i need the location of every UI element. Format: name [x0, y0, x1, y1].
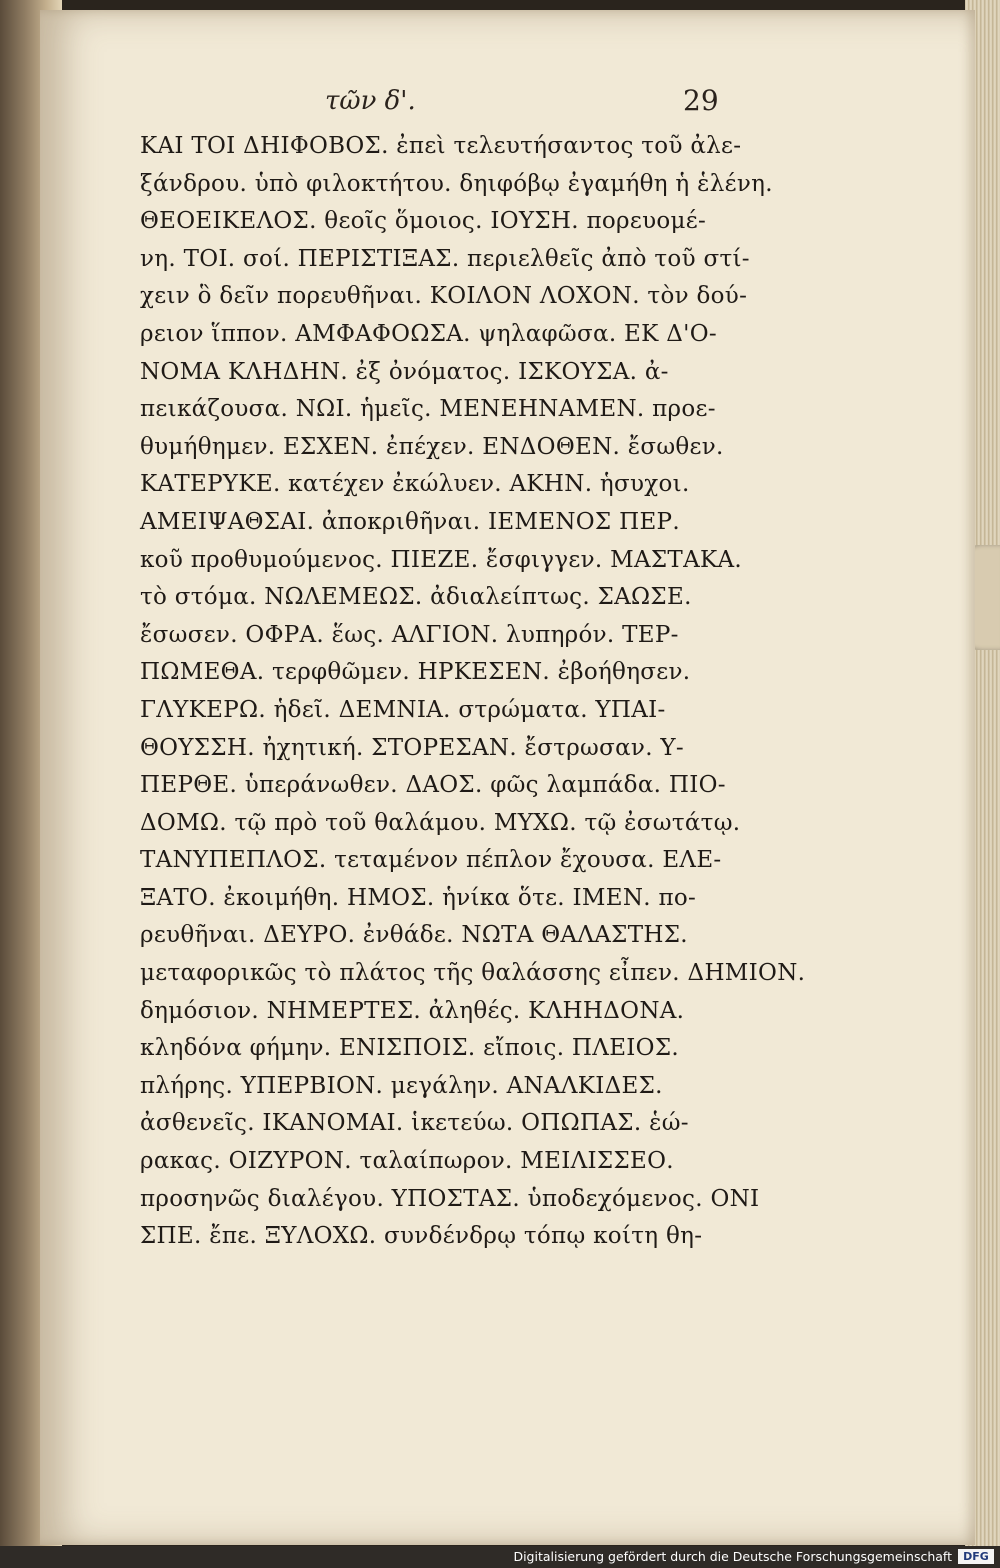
text-line: ΘΟΥΣΣΗ. ἠχητική. ΣΤΟΡΕΣΑΝ. ἔστρωσαν. Υ-: [140, 734, 684, 761]
text-line: νη. ΤΟΙ. σοί. ΠΕΡΙΣΤΙΞΑΣ. περιελθεῖς ἀπὸ τοῦ στί-: [140, 245, 750, 272]
text-line: δημόσιον. ΝΗΜΕΡΤΕΣ. ἀληθές. ΚΛΗΗΔΟΝΑ.: [140, 997, 685, 1024]
text-line: ΔΟΜΩ. τῷ πρὸ τοῦ θαλάμου. ΜΥΧΩ. τῷ ἐσωτάτῳ.: [140, 809, 741, 836]
text-line: κοῦ προθυμούμενος. ΠΙΕΖΕ. ἔσφιγγεν. ΜΑΣΤΑΚΑ.: [140, 546, 742, 573]
footer-bar: [0, 1546, 1000, 1568]
text-line: ΓΛΥΚΕΡΩ. ἡδεῖ. ΔΕΜΝΙΑ. στρώματα. ΥΠΑΙ-: [140, 696, 666, 723]
text-line: ρακας. ΟΙΖΥΡΟΝ. ταλαίπωρον. ΜΕΙΛΙΣΣΕΟ.: [140, 1148, 674, 1175]
text-line: ΝΟΜΑ ΚΛΗΔΗΝ. ἐξ ὀνόματος. ΙΣΚΟΥΣΑ. ἀ-: [140, 358, 669, 385]
text-line: πλήρης. ΥΠΕΡΒΙΟΝ. μεγάλην. ΑΝΑΛΚΙΔΕΣ.: [140, 1072, 663, 1099]
running-title: τῶν δ'.: [325, 86, 416, 116]
text-line: ΤΑΝΥΠΕΠΛΟΣ. τεταμένον πέπλον ἔχουσα. ΕΛΕ-: [140, 847, 722, 874]
book-page: [40, 10, 975, 1545]
text-line: ΘΕΟΕΙΚΕΛΟΣ. θεοῖς ὅμοιος. ΙΟΥΣΗ. πορευομέ-: [140, 208, 707, 235]
text-line: κληδόνα φήμην. ΕΝΙΣΠΟΙΣ. εἴποις. ΠΛΕΙΟΣ.: [140, 1035, 680, 1062]
footer-credit: Digitalisierung gefördert durch die Deutsche Forschungsgemeinschaft: [513, 1549, 952, 1564]
text-line: ΠΩΜΕΘΑ. τερφθῶμεν. ΗΡΚΕΣΕΝ. ἐβοήθησεν.: [140, 659, 691, 686]
text-line: μεταφορικῶς τὸ πλάτος τῆς θαλάσσης εἶπεν. ΔΗΜΙΟΝ.: [140, 960, 806, 987]
main-text: [140, 128, 806, 1256]
text-line: ΠΕΡΘΕ. ὑπεράνωθεν. ΔΑΟΣ. φῶς λαμπάδα. ΠΙΟ-: [140, 772, 726, 799]
text-line: ἀσθενεῖς. ΙΚΑΝΟΜΑΙ. ἱκετεύω. ΟΠΩΠΑΣ. ἑώ-: [140, 1110, 689, 1137]
text-line: ΚΑΙ ΤΟΙ ΔΗΙΦΟΒΟΣ. ἐπεὶ τελευτήσαντος τοῦ ἀλε-: [140, 133, 742, 159]
dfg-logo: DFG: [958, 1549, 994, 1564]
text-line: ΚΑΤΕΡΥΚΕ. κατέχεν ἐκώλυεν. ΑΚΗΝ. ἡσυχοι.: [140, 471, 690, 498]
text-line: θυμήθημεν. ΕΣΧΕΝ. ἐπέχεν. ΕΝΔΟΘΕΝ. ἔσωθεν.: [140, 433, 724, 460]
text-line: ΞΑΤΟ. ἐκοιμήθη. ΗΜΟΣ. ἡνίκα ὅτε. ΙΜΕΝ. πο-: [140, 884, 697, 911]
text-line: ξάνδρου. ὑπὸ φιλοκτήτου. δηιφόβῳ ἐγαμήθη ἡ ἑλένη.: [140, 170, 773, 197]
text-line: προσηνῶς διαλέγου. ΥΠΟΣΤΑΣ. ὑποδεχόμενος. ΟΝΙ: [140, 1185, 760, 1212]
page-number: 29: [683, 84, 719, 117]
text-line: πεικάζουσα. ΝΩΙ. ἡμεῖς. ΜΕΝΕΗΝΑΜΕΝ. προε-: [140, 396, 716, 423]
text-line: ρευθῆναι. ΔΕΥΡΟ. ἐνθάδε. ΝΩΤΑ ΘΑΛΑΣΤΗΣ.: [140, 922, 688, 949]
text-line: χειν ὃ δεῖν πορευθῆναι. ΚΟΙΛΟΝ ΛΟΧΟΝ. τὸν δού-: [140, 283, 748, 310]
text-line: ἔσωσεν. ΟΦΡΑ. ἕως. ΑΛΓΙΟΝ. λυπηρόν. ΤΕΡ-: [140, 621, 679, 648]
text-line: τὸ στόμα. ΝΩΛΕΜΕΩΣ. ἀδιαλείπτως. ΣΑΩΣΕ.: [140, 584, 692, 611]
text-line: ΣΠΕ. ἔπε. ΞΥΛΟΧΩ. συνδένδρῳ τόπῳ κοίτη θη-: [140, 1223, 703, 1250]
text-line: ρειον ἵππον. ΑΜΦΑΦΟΩΣΑ. ψηλαφῶσα. ΕΚ Δ'Ο-: [140, 320, 717, 347]
running-head: [40, 82, 975, 122]
text-line: ΑΜΕΙΨΑΘΣΑΙ. ἀποκριθῆναι. ΙΕΜΕΝΟΣ ΠΕΡ.: [140, 508, 680, 535]
